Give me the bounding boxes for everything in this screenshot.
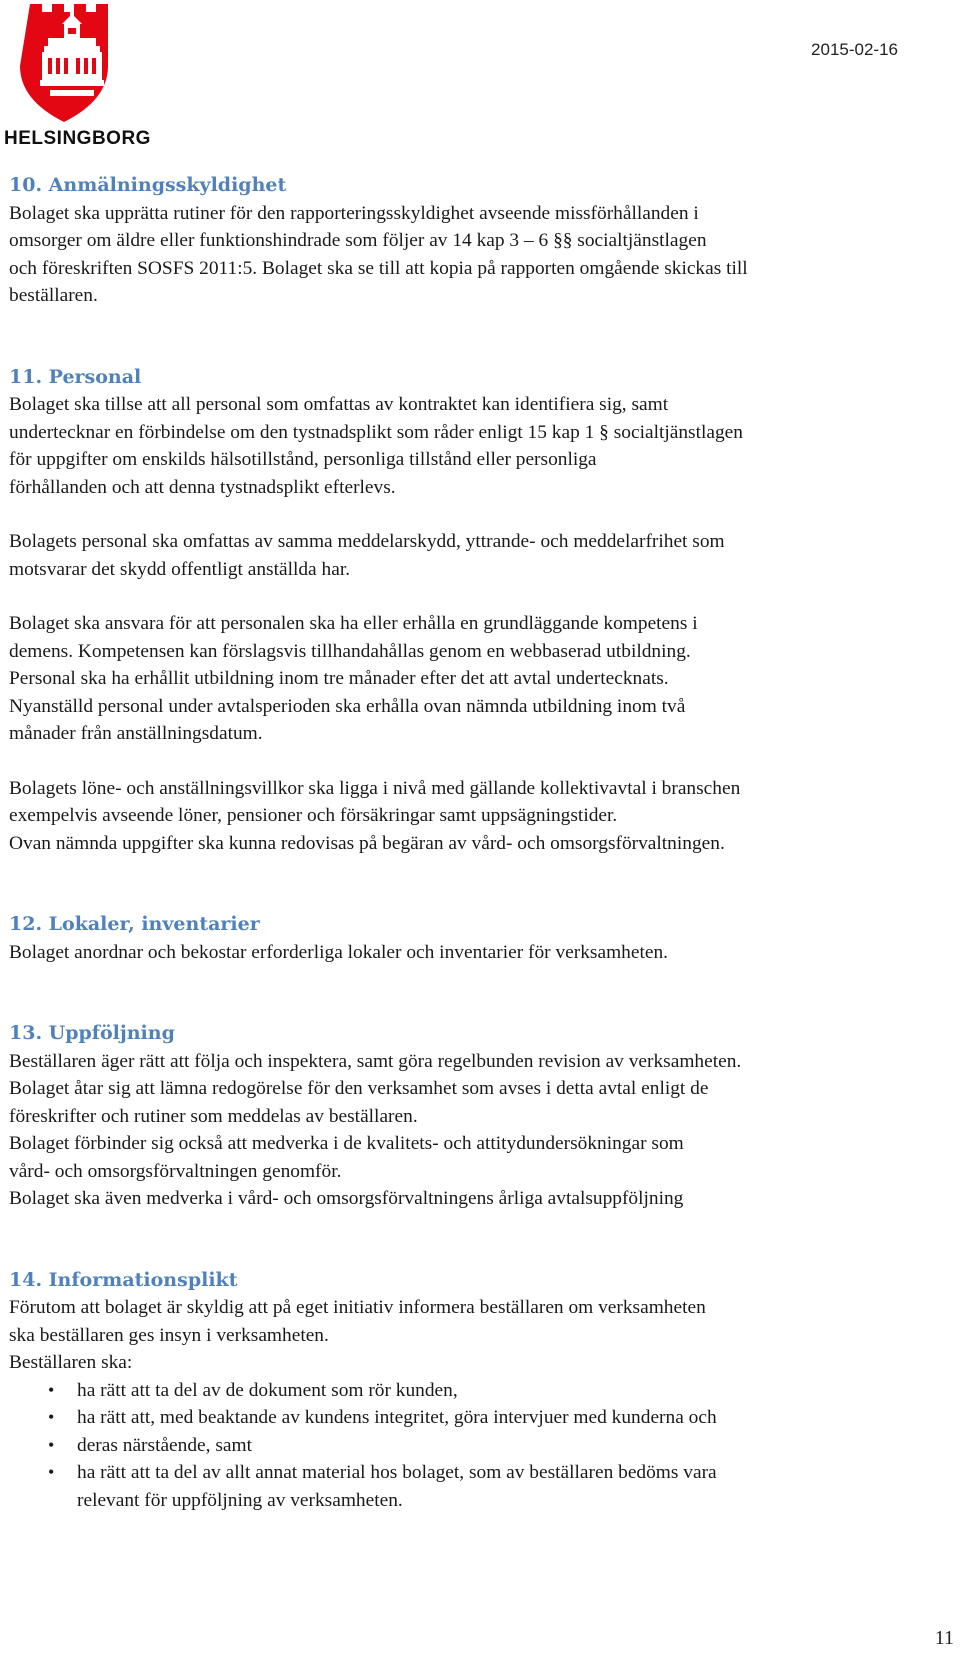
city-crest-icon — [4, 0, 144, 128]
bullet-icon: • — [48, 1379, 55, 1400]
document-date: 2015-02-16 — [811, 40, 898, 59]
bullet-icon: • — [48, 1407, 55, 1427]
section-11-paragraph-4: Bolagets löne- och anställningsvillkor ska ligga i nivå med gällande kollektivavtal i branschen exempelvis avseende löner, pensioner och försäkringar samt uppsägningstider. Ovan nämnda uppgifter ska kunna redovisas på begäran av vård- och omsorgsförvaltningen. — [9, 777, 741, 854]
section-14-paragraph: Förutom att bolaget är skyldig att på eget initiativ informera beställaren om verksamheten ska beställaren ges insyn i verksamheten. Beställaren ska: — [9, 1297, 706, 1373]
section-11-heading: 11. Personal — [9, 365, 142, 388]
helsingborg-logo — [4, 0, 151, 150]
list-item-text: ha rätt att, med beaktande av kundens integritet, göra intervjuer med kunderna och — [77, 1407, 717, 1428]
section-11-paragraph-2: Bolagets personal ska omfattas av samma meddelarskydd, yttrande- och meddelarfrihet som motsvarar det skydd offentligt anställda har. — [9, 531, 725, 580]
list-item — [48, 1404, 954, 1432]
section-14-bullet-list — [9, 1377, 954, 1515]
document-body — [9, 172, 954, 1514]
section-10-heading: 10. Anmälningsskyldighet — [9, 174, 287, 196]
list-item-text: ha rätt att ta del av allt annat material hos bolaget, som av beställaren bedöms vara relevant för uppföljning av verksamheten. — [77, 1462, 717, 1511]
page-number: 11 — [934, 1627, 954, 1649]
list-item — [48, 1432, 954, 1460]
section-11-paragraph-1: Bolaget ska tillse att all personal som omfattas av kontraktet kan identifiera sig, samt undertecknar en förbindelse om den tystnadsplikt som råder enligt 15 kap 1 § socialtjänstlagen för uppgifter om enskilds hälsotillstånd, personliga tillstånd eller personliga förhållanden och att denna tystnadsplikt efterlevs. — [9, 394, 743, 498]
section-13-heading: 13. Uppföljning — [9, 1022, 175, 1044]
list-item — [48, 1459, 954, 1514]
section-12-heading: 12. Lokaler, inventarier — [9, 913, 260, 935]
list-item-text: deras närstående, samt — [77, 1434, 252, 1456]
section-11-paragraph-3: Bolaget ska ansvara för att personalen ska ha eller erhålla en grundläggande kompetens i demens. Kompetensen kan förslagsvis tillhandahållas genom en webbaserad utbildning. Personal ska ha erhållit utbildning inom tre månader efter det att avtal undertecknats. Nyanställd personal under avtalsperioden ska erhålla ovan nämnda utbildning inom två månader från anställningsdatum. — [9, 613, 698, 744]
section-10-paragraph: Bolaget ska upprätta rutiner för den rapporteringsskyldighet avseende missförhållanden i omsorger om äldre eller funktionshindrade som följer av 14 kap 3 – 6 §§ socialtjänstlagen och föreskriften SOSFS 2011:5. Bolaget ska se till att kopia på rapporten omgående skickas till beställaren. — [9, 202, 748, 306]
section-13-paragraph: Beställaren äger rätt att följa och inspektera, samt göra regelbunden revision av verksamheten. Bolaget åtar sig att lämna redogörelse för den verksamhet som avses i detta avtal enligt de föreskrifter och rutiner som meddelas av beställaren. Bolaget förbinder sig också att medverka i de kvalitets- och attitydundersökningar som vård- och omsorgsförvaltningen genomför. Bolaget ska även medverka i vård- och omsorgsförvaltningens årliga avtalsuppföljning — [9, 1050, 742, 1209]
list-item-text: ha rätt att ta del av de dokument som rör kunden, — [77, 1379, 458, 1401]
bullet-icon: • — [48, 1462, 55, 1482]
bullet-icon: • — [48, 1434, 55, 1455]
logo-text: HELSINGBORG — [4, 128, 151, 149]
section-14-heading: 14. Informationsplikt — [9, 1268, 238, 1291]
section-12-paragraph: Bolaget anordnar och bekostar erforderliga lokaler och inventarier för verksamheten. — [9, 941, 668, 963]
list-item — [48, 1377, 954, 1405]
